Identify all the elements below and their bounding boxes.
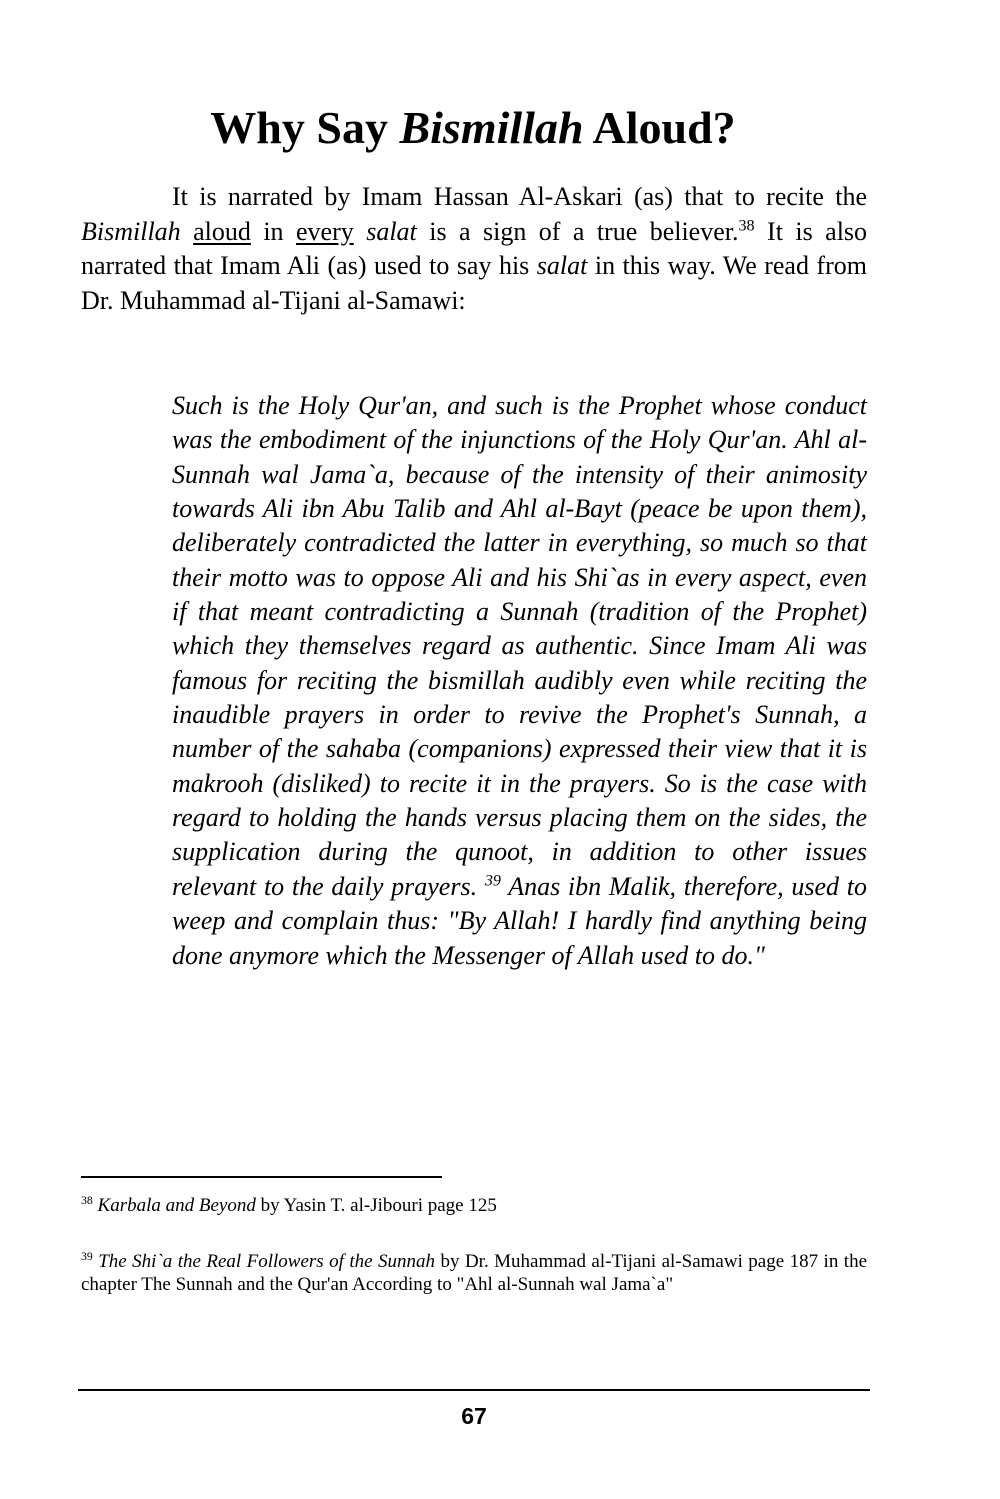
- title-suffix: Aloud?: [583, 102, 736, 153]
- title-prefix: Why Say: [210, 102, 400, 153]
- footnote-38: [81, 1194, 867, 1217]
- intro-text: in: [250, 216, 296, 246]
- intro-bismillah: Bismillah: [81, 216, 181, 246]
- footnote-number: 38: [81, 1193, 93, 1207]
- footnote-title: Karbala and Beyond: [97, 1195, 256, 1216]
- footnote-ref-39[interactable]: 39: [484, 872, 501, 890]
- intro-text: It is also narrated that Imam Ali (as) used to say his: [81, 216, 868, 281]
- footnote-ref-38[interactable]: 38: [738, 216, 755, 234]
- intro-every-underlined: every: [296, 216, 354, 246]
- intro-salat: salat: [536, 251, 588, 281]
- block-quote: [172, 389, 867, 973]
- intro-aloud-underlined: aloud: [193, 216, 251, 246]
- footnote-number: 39: [81, 1249, 93, 1263]
- intro-paragraph: [81, 180, 867, 318]
- footnote-text: by Dr. Muhammad al-Tijani al-Samawi page 187 in the chapter The Sunnah and the Qur'an According to "Ahl al-Sunnah wal Jama`a": [81, 1251, 867, 1295]
- footer-divider: [78, 1389, 870, 1391]
- intro-salat: salat: [366, 216, 417, 246]
- intro-text: It is narrated by Imam Hassan Al-Askari (as) that to recite the: [172, 182, 867, 211]
- page-title: [0, 100, 946, 156]
- intro-text: is a sign of a true believer.: [416, 216, 739, 246]
- footnote-divider: [81, 1176, 442, 1178]
- page-number: 67: [461, 1403, 487, 1429]
- quote-text: Anas ibn Malik, therefore, used to weep and complain thus: "By Allah! I hardly find anything being done anymore which the Messenger of Allah used to do.": [172, 871, 867, 970]
- footnote-39: [81, 1250, 867, 1296]
- footnote-title: The Shi`a the Real Followers of the Sunnah: [98, 1251, 436, 1272]
- intro-text: in this way. We read from Dr. Muhammad al-Tijani al-Samawi:: [81, 251, 867, 315]
- intro-text: [181, 217, 193, 246]
- title-emphasis: Bismillah: [399, 102, 584, 153]
- quote-text: Such is the Holy Qur'an, and such is the Prophet whose conduct was the embodiment of the injunctions of the Holy Qur'an. Ahl al-Sunnah wal Jama`a, because of the intensity of their animosity towards Ali ibn Abu Talib and Ahl al-Bayt (peace be upon them), deliberately contradicted the latter in everything, so much so that their motto was to oppose Ali and his Shi`as in every aspect, even if that meant contradicting a Sunnah (tradition of the Prophet) which they themselves regard as authentic. Since Imam Ali was famous for reciting the bismillah audibly even while reciting the inaudible prayers in order to revive the Prophet's Sunnah, a number of the sahaba (companions) expressed their view that it is makrooh (disliked) to recite it in the prayers. So is the case with regard to holding the hands versus placing them on the sides, the supplication during the qunoot, in addition to other issues relevant to the daily prayers.: [172, 391, 867, 901]
- footnote-text: by Yasin T. al-Jibouri page 125: [255, 1195, 497, 1216]
- intro-text: [354, 217, 366, 246]
